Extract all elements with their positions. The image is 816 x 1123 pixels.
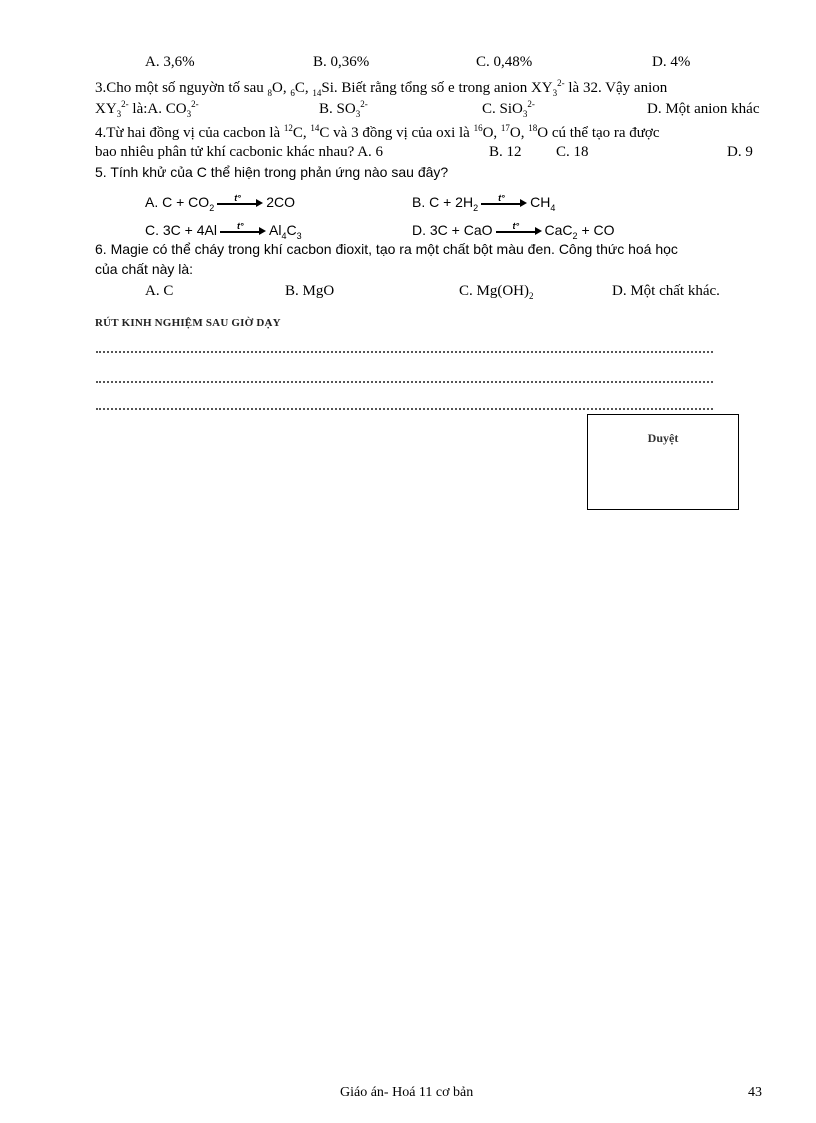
q6-option-b: B. MgO: [285, 283, 335, 299]
approval-label: Duyệt: [647, 431, 679, 445]
q3-line-2: $XY_3^{2-}$ là:A. $CO_3^{2-}$: [95, 99, 199, 119]
reaction-arrow-icon: t°: [496, 226, 542, 236]
q3-option-b: B. $SO_3^{2-}$: [319, 99, 368, 119]
q5-reaction-d: D. 3C + CaO t° CaC$_2$ + CO: [412, 221, 615, 241]
q3-option-c: C. SiO$_3^{2-}$: [482, 99, 535, 119]
q4-line-1: 4.Từ hai đồng vị của cacbon là $^{12}$C, $^{14}$C và 3 đồng vị của oxi là $^{16}$O, $^{17}$O, $^{18}$O cú thể tạo ra được: [95, 123, 660, 141]
q5-reaction-b: B. $C + 2H_2$ t° $CH_4$: [412, 193, 556, 213]
q2-option-c: C. 0,48%: [476, 54, 533, 70]
approval-box: [587, 414, 739, 510]
q4-option-c: C. 18: [556, 144, 589, 160]
reaction-arrow-icon: t°: [217, 198, 263, 208]
reaction-arrow-icon: t°: [220, 226, 266, 236]
reaction-arrow-icon: t°: [481, 198, 527, 208]
footer-title: Giáo án- Hoá 11 cơ bản: [340, 1085, 474, 1100]
q2-option-d: D. 4%: [652, 54, 691, 70]
q3-line-1: 3.Cho một số nguyờn tố sau $_8$O, $_6$C, $_{14}$Si. Biết rằng tổng số e trong anion $XY_3^{2-}$ là 32. Vậy anion: [95, 78, 668, 98]
q6-option-c: C. $Mg(OH)_2$: [459, 283, 534, 301]
q2-option-a: A. 3,6%: [145, 54, 195, 70]
q2-option-b: B. 0,36%: [313, 54, 370, 70]
q6-line-2: của chất này là:: [95, 261, 194, 277]
section-heading: RÚT KINH NGHIỆM SAU GIỜ DẠY: [95, 317, 281, 329]
dotted-line: [96, 408, 713, 410]
dotted-line: [96, 381, 713, 383]
q5-reaction-c: C. 3C + 4Al t° $Al_4C_3$: [145, 221, 302, 241]
q3-option-d: D. Một anion khác: [647, 101, 760, 117]
q6-option-a: A. C: [145, 283, 174, 299]
q5-reaction-a: A. $C + CO_2$ t° 2CO: [145, 193, 295, 213]
dotted-line: [96, 351, 713, 353]
q6-option-d: D. Một chất khác.: [612, 283, 720, 299]
q4-option-d: D. 9: [727, 144, 753, 160]
q4-line-2: bao nhiêu phân tử khí cacbonic khác nhau? A. 6: [95, 144, 384, 160]
q5-question: 5. Tính khử của C thể hiện trong phản ứng nào sau đây?: [95, 164, 449, 180]
q6-line-1: 6. Magie có thể cháy trong khí cacbon đioxit, tạo ra một chất bột màu đen. Công thức hoá học: [95, 241, 678, 257]
q4-option-b: B. 12: [489, 144, 522, 160]
page-number: 43: [748, 1085, 762, 1100]
